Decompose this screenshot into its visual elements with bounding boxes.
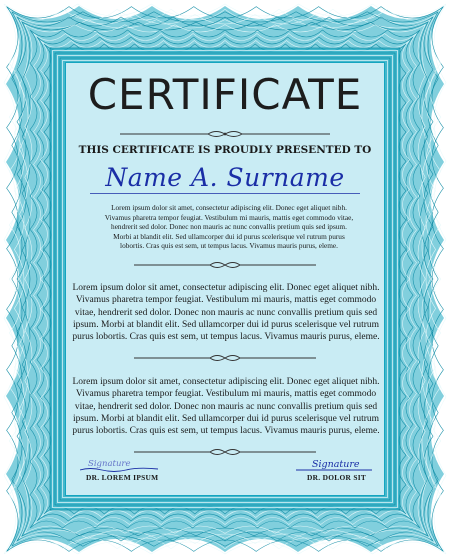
signature-left-label: DR. LOREM IPSUM bbox=[86, 473, 159, 482]
presented-to-line: THIS CERTIFICATE IS PROUDLY PRESENTED TO bbox=[78, 144, 372, 156]
intro-paragraph: Lorem ipsum dolor sit amet, consectetur adipiscing elit. Donec eget aliquet nibh. Vivamus pharetra tempor feugiat. Vestibulum mi mauris, mattis eget commodo vitae, hendrerit sed dolor. Donec non mauris ac nunc convallis pretium quis sed ipsum. Morbi at blandit elit. Sed ullamcorper dui id purus scelerisque vel rutrum purus lobortis. Cras quis est sem, ut tempus lacus. Vivamus mauris purus, eleme. bbox=[104, 203, 354, 251]
title-divider-ornament bbox=[120, 129, 330, 139]
divider-ornament-1 bbox=[134, 260, 316, 270]
divider-ornament-3 bbox=[134, 447, 316, 457]
name-underline bbox=[90, 192, 360, 195]
divider-ornament-2 bbox=[134, 353, 316, 363]
certificate-title: CERTIFICATE bbox=[87, 70, 363, 119]
body-paragraph-1: Lorem ipsum dolor sit amet, consectetur adipiscing elit. Donec eget aliquet nibh. Vivamus pharetra tempor feugiat. Vestibulum mi mauris, mattis eget commodo vitae, hendrerit sed dolor. Donec non mauris ac nunc convallis pretium quis sed ipsum. Morbi at blandit elit. Sed ullamcorper dui id purus scelerisque vel rutrum purus lobortis. Cras quis est sem, ut tempus lacus. Vivamus mauris purus, eleme. bbox=[72, 283, 380, 343]
signature-left-script: Signature bbox=[88, 459, 131, 469]
signature-right-label: DR. DOLOR SIT bbox=[307, 473, 367, 482]
body-paragraph-2: Lorem ipsum dolor sit amet, consectetur adipiscing elit. Donec eget aliquet nibh. Vivamus pharetra tempor feugiat. Vestibulum mi mauris, mattis eget commodo vitae, hendrerit sed dolor. Donec non mauris ac nunc convallis pretium quis sed ipsum. Morbi at blandit elit. Sed ullamcorper dui id purus scelerisque vel rutrum purus lobortis. Cras quis est sem, ut tempus lacus. Vivamus mauris purus, eleme. bbox=[72, 377, 380, 437]
recipient-name: Name A. Surname bbox=[105, 163, 345, 192]
signature-right-script: Signature bbox=[312, 459, 360, 470]
